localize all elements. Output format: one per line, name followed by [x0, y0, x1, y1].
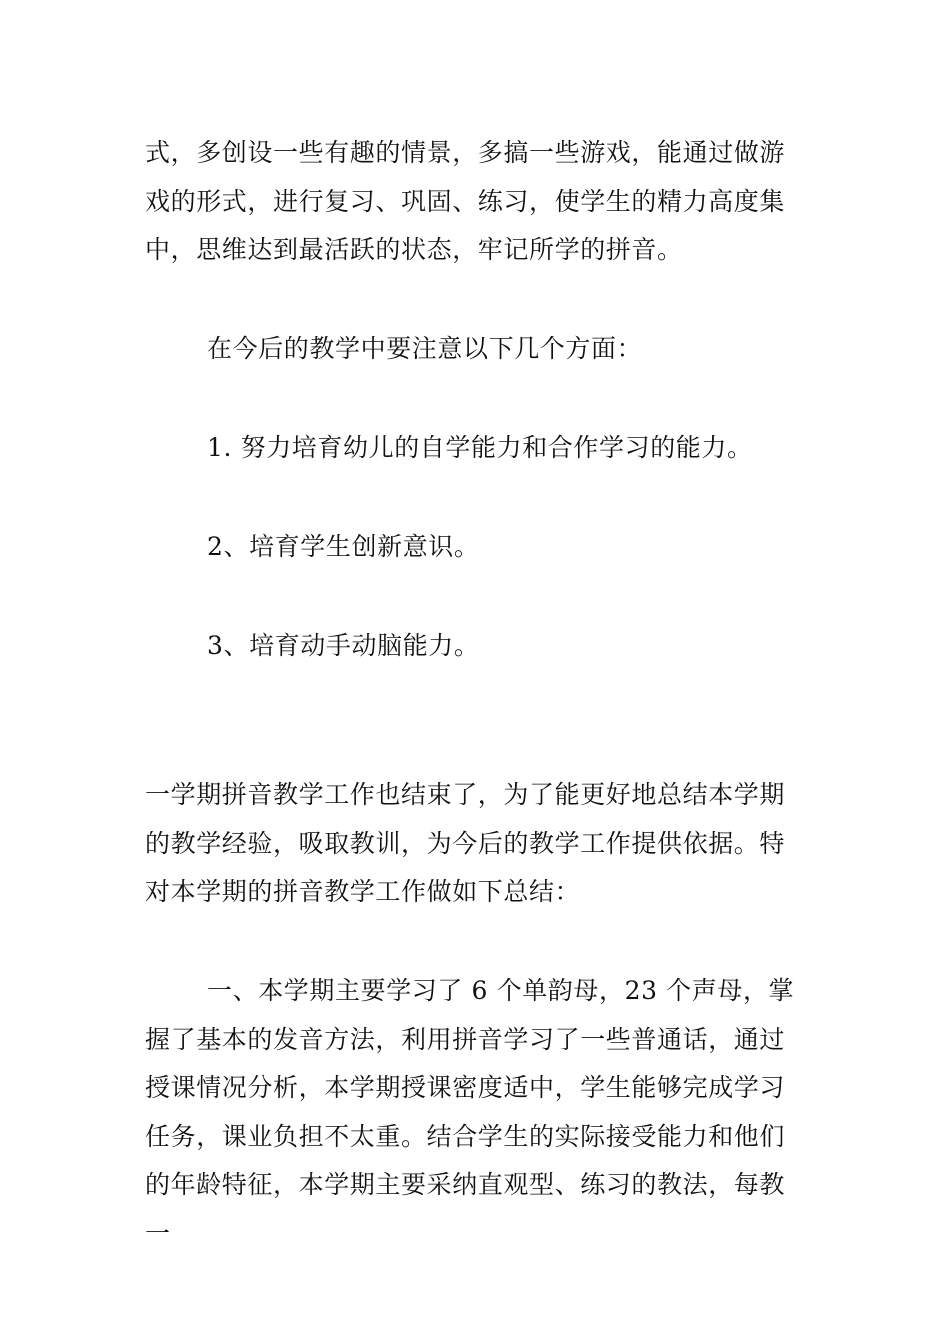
- paragraph-summary-intro: 一学期拼音教学工作也结束了，为了能更好地总结本学期的教学经验，吸取教训，为今后的教学工作提供依据。特对本学期的拼音教学工作做如下总结：: [145, 780, 786, 906]
- list-item-1: 1. 努力培育幼儿的自学能力和合作学习的能力。: [207, 433, 753, 462]
- paragraph-intro-points: 在今后的教学中要注意以下几个方面：: [207, 334, 643, 363]
- paragraph-section-one: 一、本学期主要学习了 6 个单韵母，23 个声母，掌握了基本的发音方法，利用拼音学习了一些普通话，通过授课情况分析，本学期授课密度适中，学生能够完成学习任务，课业负担不太重。结合学生的实际接受能力和他们的年龄特征，本学期主要采纳直观型、练习的教法，每教一: [145, 976, 795, 1248]
- paragraph-continuation: 式，多创设一些有趣的情景，多搞一些游戏，能通过做游戏的形式，进行复习、巩固、练习，使学生的精力高度集中，思维达到最活跃的状态，牢记所学的拼音。: [145, 138, 786, 264]
- list-item-3: 3、培育动手动脑能力。: [207, 631, 480, 660]
- list-item-2: 2、培育学生创新意识。: [207, 532, 480, 561]
